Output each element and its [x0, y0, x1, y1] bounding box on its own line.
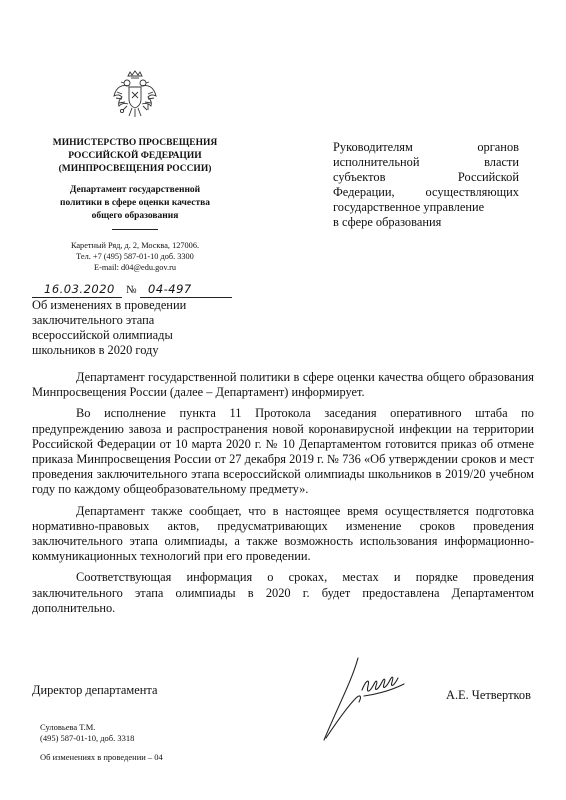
executor-phone: (495) 587-01-10, доб. 3318 — [40, 733, 135, 743]
letter-subject — [32, 298, 232, 358]
subject-line: Об изменениях в проведении — [32, 298, 187, 312]
executor-name: Суловьева Т.М. — [40, 722, 96, 732]
addressee-line: Руководителям органов — [333, 140, 519, 154]
addressee-line: Федерации, осуществляющих — [333, 185, 519, 199]
department-line: политики в сфере оценки качества — [59, 198, 210, 208]
ministry-name — [40, 137, 230, 176]
russian-coat-of-arms-icon — [112, 70, 158, 120]
body-paragraph: Во исполнение пункта 11 Протокола заседания оперативного штаба по предупреждению завоза и распространения новой коронавирусной инфекции на территории Российской Федерации от 10 марта 2020 г. № 10 Департаментом готовится приказ об отмене приказа Минпросвещения России от 27 декабря 2019 г. № 736 «Об утверждении сроков и мест проведения заключительного этапа всероссийской олимпиады школьников в 2019/20 учебном году по каждому общеобразовательному предмету». — [32, 406, 534, 497]
registration-number: 04-497 — [148, 282, 192, 296]
address-line: Каретный Ряд, д. 2, Москва, 127006. — [70, 241, 200, 250]
body-paragraph: Департамент также сообщает, что в настоящее время осуществляется подготовка нормативно-правовых актов, предусматривающих изменение сроков проведения заключительного этапа олимпиады, а также возможность использования информационно-коммуникационных технологий при его проведении. — [32, 503, 534, 564]
letter-body — [32, 370, 534, 622]
addressee-line: в сфере образования — [333, 215, 442, 229]
department-name — [40, 184, 230, 223]
address-line: E-mail: d04@edu.gov.ru — [94, 263, 176, 272]
subject-line: заключительного этапа — [32, 313, 155, 327]
signatory-name: А.Е. Четвертков — [446, 688, 531, 702]
ministry-line: РОССИЙСКОЙ ФЕДЕРАЦИИ — [68, 151, 202, 161]
addressee-line: государственное управление — [333, 200, 485, 214]
body-paragraph: Департамент государственной политики в сфере оценки качества общего образования Минпросвещения России (далее – Департамент) информирует. — [32, 370, 534, 400]
department-line: Департамент государственной — [69, 185, 201, 195]
body-paragraph: Соответствующая информация о сроках, местах и порядке проведения заключительного этапа олимпиады в 2020 г. будет предоставлена Департаментом дополнительно. — [32, 570, 534, 615]
addressee-line: исполнительной власти — [333, 155, 519, 169]
department-line: общего образования — [91, 211, 179, 221]
addressee-line: субъектов Российской — [333, 170, 519, 184]
department-divider — [112, 229, 158, 230]
handwritten-signature — [318, 650, 418, 744]
subject-line: всероссийской олимпиады — [32, 328, 173, 342]
address-line: Тел. +7 (495) 587-01-10 доб. 3300 — [76, 252, 194, 261]
executor-info — [40, 722, 134, 744]
sender-address — [40, 240, 230, 273]
ministry-line: (МИНПРОСВЕЩЕНИЯ РОССИИ) — [58, 164, 212, 174]
subject-line: школьников в 2020 году — [32, 343, 159, 357]
ministry-line: МИНИСТЕРСТВО ПРОСВЕЩЕНИЯ — [52, 138, 218, 148]
footer-note: Об изменениях в проведении – 04 — [40, 752, 163, 762]
signatory-position: Директор департамента — [32, 683, 158, 697]
number-sign: № — [126, 284, 137, 296]
addressee-block — [333, 140, 519, 230]
registration-date: 16.03.2020 — [44, 282, 115, 296]
